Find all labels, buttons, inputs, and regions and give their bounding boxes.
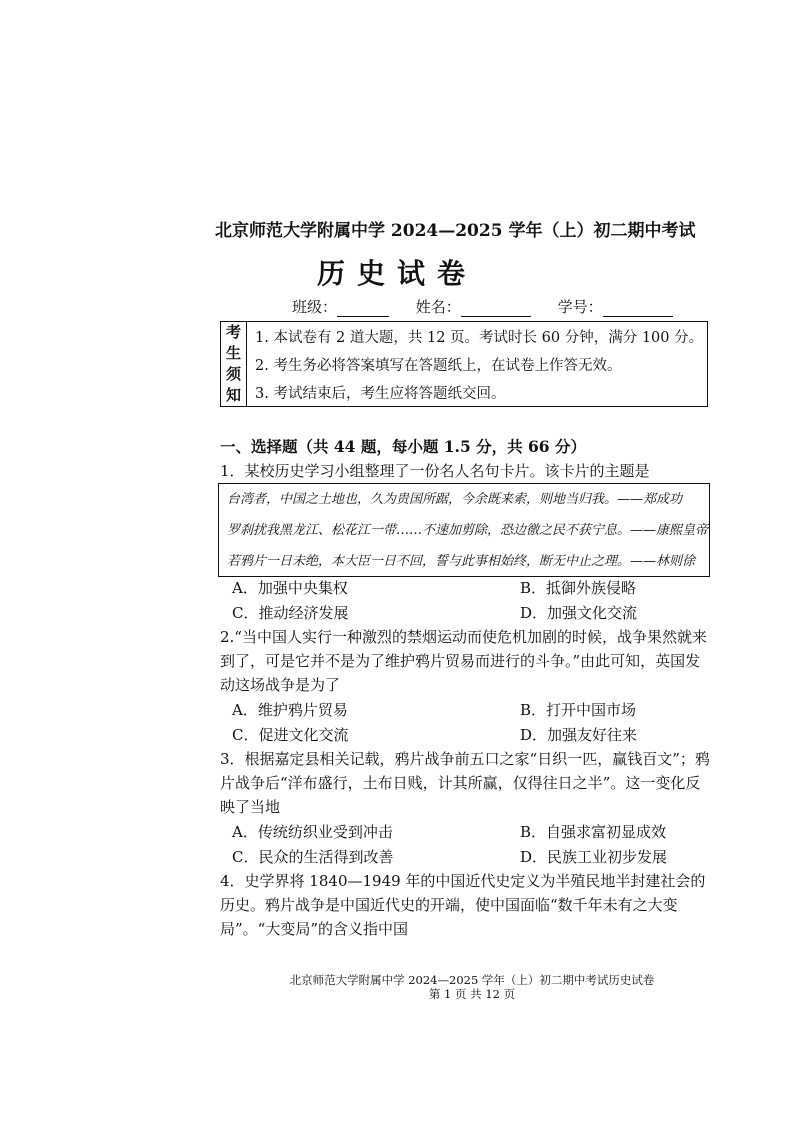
option-c: C．民众的生活得到改善: [232, 848, 394, 866]
option-b: B．抵御外族侵略: [520, 579, 637, 597]
option-a: A．加强中央集权: [232, 579, 348, 597]
option-c: C．促进文化交流: [232, 726, 349, 744]
quote-line: 罗刹扰我黑龙江、松花江一带……不速加剪除，恐边徼之民不获宁息。——康熙皇帝: [227, 523, 709, 538]
id-blank: [603, 300, 673, 317]
section-title: 一、选择题（共 44 题，每小题 1.5 分，共 66 分）: [220, 437, 586, 456]
option-c: C．推动经济发展: [232, 604, 349, 622]
notice-heading: [221, 322, 247, 406]
notice-head-char: 生: [225, 344, 241, 362]
question-3-options: [232, 820, 702, 870]
question-stem: 3．根据嘉定县相关记载，鸦片战争前五口之家“日织一匹，赢钱百文”；鸦片战争后“洋布盛行，土布日贱，计其所赢，仅得往日之半”。这一变化反映了当地: [220, 750, 710, 816]
page-number: 第 1 页 共 12 页: [428, 987, 516, 1001]
student-info: [292, 296, 673, 317]
class-blank: [337, 300, 389, 317]
notice-head-char: 知: [225, 386, 241, 404]
question-2-options: [232, 698, 702, 748]
question-stem: 2.“当中国人实行一种激烈的禁烟运动而使危机加剧的时候，战争果然就来到了，可是它并不是为了维护鸦片贸易而进行的斗争。”由此可知，英国发动这场战争是为了: [220, 628, 707, 694]
question-stem: 4．史学界将 1840—1949 年的中国近代史定义为半殖民地半封建社会的历史。鸦片战争是中国近代史的开端，使中国面临“数千年未有之大变局”。“大变局”的含义指中国: [220, 872, 706, 938]
name-blank: [461, 300, 531, 317]
question-stem: 1．某校历史学习小组整理了一份名人名句卡片。该卡片的主题是: [220, 462, 650, 480]
quote-card: [218, 483, 710, 577]
question-1-options: [232, 576, 702, 626]
question-3: [220, 747, 710, 819]
candidate-notice-box: [220, 321, 708, 407]
notice-items: [255, 324, 703, 408]
footer-title: 北京师范大学附属中学 2024—2025 学年（上）初二期中考试历史试卷: [289, 973, 655, 987]
id-label: 学号：: [557, 298, 603, 316]
notice-head-char: 须: [225, 365, 241, 383]
notice-item: 2. 考生务必将答案填写在答题纸上，在试卷上作答无效。: [255, 358, 622, 374]
question-1: [220, 459, 710, 483]
option-d: D．民族工业初步发展: [520, 848, 668, 866]
option-a: A．传统纺织业受到冲击: [232, 823, 393, 841]
question-2: [220, 625, 710, 697]
option-a: A．维护鸦片贸易: [232, 701, 348, 719]
question-4: [220, 869, 710, 941]
option-b: B．自强求富初显成效: [520, 823, 667, 841]
school-title: 北京师范大学附属中学 2024—2025 学年（上）初二期中考试: [215, 221, 696, 241]
option-d: D．加强文化交流: [520, 604, 638, 622]
name-label: 姓名：: [415, 298, 461, 316]
notice-head-char: 考: [225, 323, 241, 341]
option-b: B．打开中国市场: [520, 701, 637, 719]
option-d: D．加强友好往来: [520, 726, 638, 744]
class-label: 班级：: [292, 298, 338, 316]
notice-item: 3. 考试结束后，考生应将答题纸交回。: [255, 386, 506, 402]
quote-line: 台湾者，中国之土地也，久为贵国所踞，今余既来索，则地当归我。——郑成功: [227, 492, 683, 507]
subject-title: 历史试卷: [316, 257, 477, 290]
page-footer: [0, 973, 794, 1001]
notice-item: 1. 本试卷有 2 道大题，共 12 页。考试时长 60 分钟，满分 100 分。: [255, 330, 704, 346]
quote-line: 若鸦片一日未绝，本大臣一日不回，誓与此事相始终，断无中止之理。——林则徐: [227, 554, 696, 569]
